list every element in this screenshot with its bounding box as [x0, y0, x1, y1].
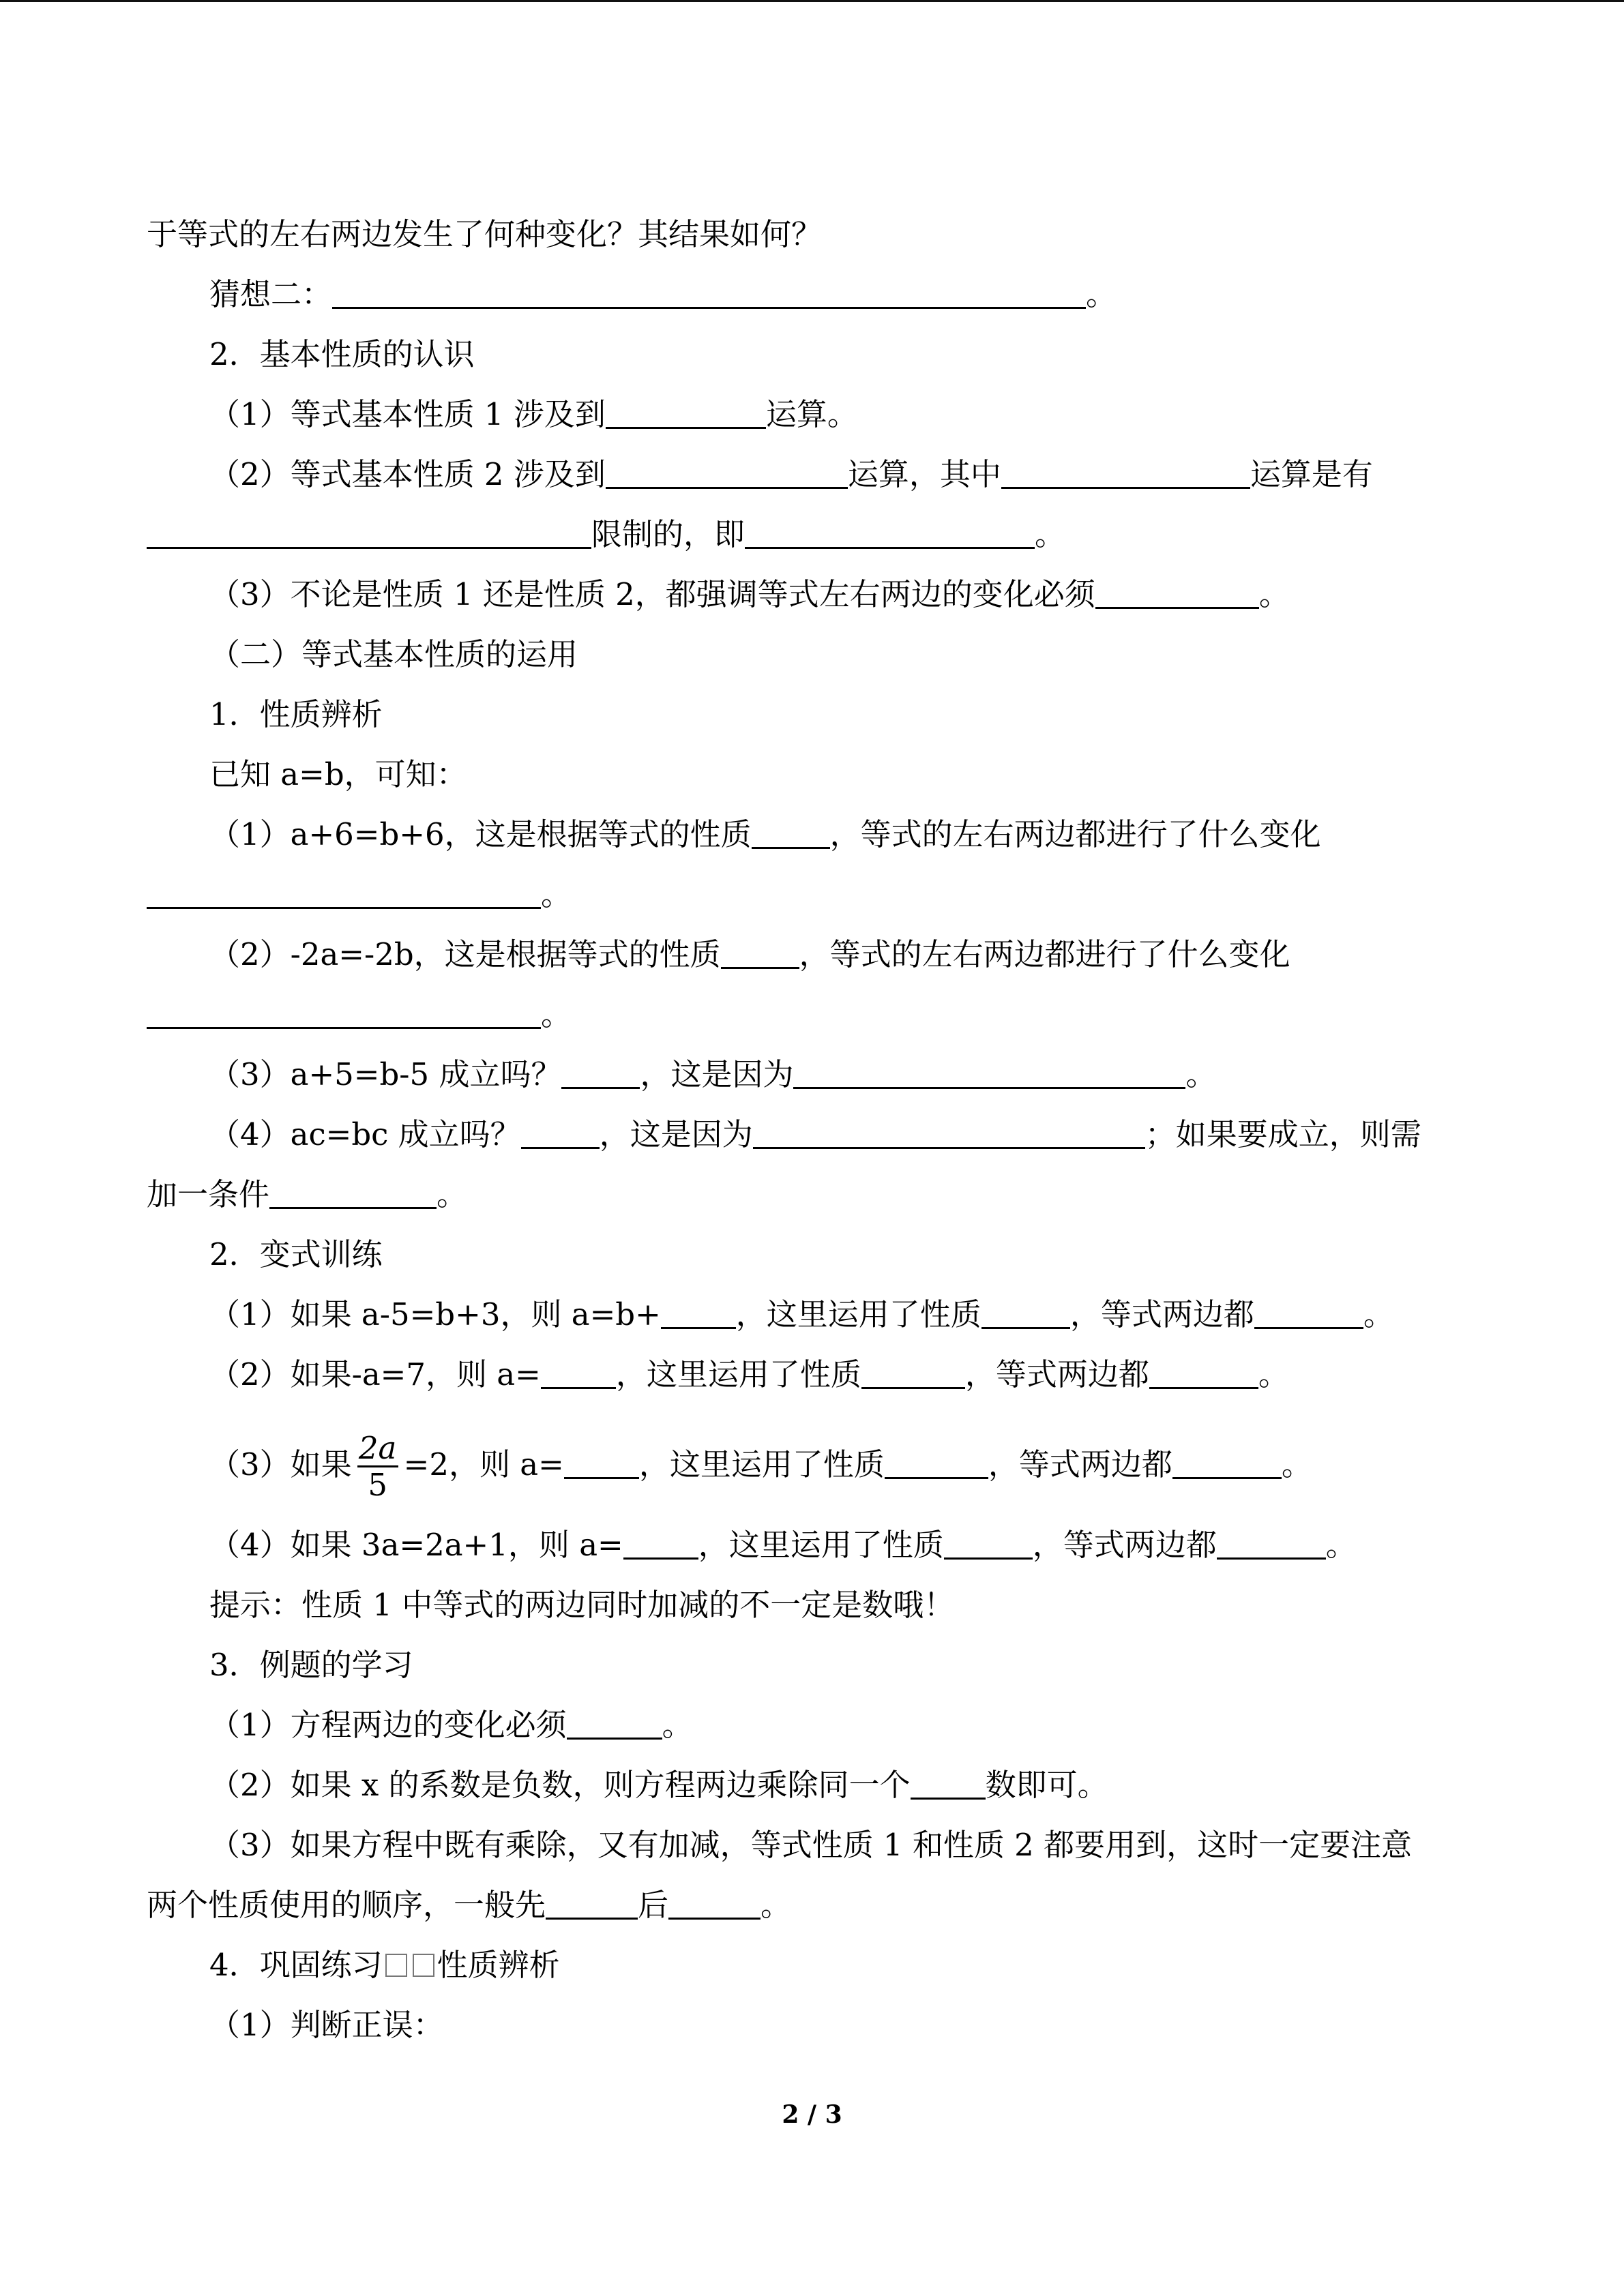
question-line: [147, 1285, 1477, 1345]
text: 限制的，即: [591, 516, 745, 552]
question-line: [147, 1425, 1477, 1504]
text: 于等式的左右两边发生了何种变化？其结果如何？: [147, 216, 823, 252]
text: 猜想二：: [209, 276, 333, 312]
fill-blank[interactable]: [567, 1710, 662, 1740]
question-line: [147, 1695, 1477, 1755]
section-heading: [147, 325, 1477, 385]
fill-blank[interactable]: [668, 1890, 761, 1920]
text: 。: [541, 876, 572, 912]
text: 性质辨析: [437, 1947, 560, 1983]
text: 。: [662, 1707, 693, 1743]
text: （2）如果-a=7，则 a=: [209, 1356, 541, 1392]
text: ，这里运用了性质: [735, 1296, 981, 1332]
text: ，这是因为: [599, 1116, 753, 1152]
text: 1．性质辨析: [209, 696, 383, 732]
fill-blank[interactable]: [885, 1450, 988, 1479]
text-line: [147, 1995, 1477, 2055]
text: 4．巩固练习: [209, 1947, 383, 1983]
fill-blank[interactable]: [147, 1000, 541, 1029]
text: ，等式的左右两边都进行了什么变化: [829, 816, 1321, 852]
question-line: [147, 925, 1477, 985]
text: （3）a+5=b-5 成立吗？: [209, 1056, 562, 1092]
text: （4）ac=bc 成立吗？: [209, 1116, 521, 1152]
text: 加一条件: [147, 1176, 270, 1212]
missing-glyph-box: [413, 1954, 434, 1977]
question-line: [147, 805, 1477, 865]
text: 。: [1258, 576, 1290, 612]
page-number: 2 / 3: [782, 2100, 842, 2129]
question-line: [147, 385, 1477, 445]
text: =2，则 a=: [403, 1446, 564, 1482]
text: （4）如果 3a=2a+1，则 a=: [209, 1527, 623, 1563]
text: ，等式两边都: [1069, 1296, 1254, 1332]
fraction-denominator: 5: [368, 1467, 387, 1503]
question-line: [147, 1105, 1477, 1165]
text: 两个性质使用的顺序，一般先: [147, 1887, 546, 1923]
text: ，等式两边都: [988, 1446, 1172, 1482]
text: 。: [1258, 1356, 1289, 1392]
question-line: [147, 565, 1477, 625]
fill-blank[interactable]: [752, 820, 830, 849]
text: ，等式两边都: [1032, 1527, 1217, 1563]
fill-blank[interactable]: [623, 1530, 698, 1560]
fill-blank[interactable]: [1095, 580, 1259, 609]
fill-blank[interactable]: [564, 1450, 639, 1479]
text: 3．例题的学习: [209, 1647, 413, 1683]
question-line: [147, 445, 1477, 505]
page-content: [147, 205, 1477, 2055]
question-line: [147, 505, 1477, 565]
question-line: [147, 1045, 1477, 1105]
fill-blank[interactable]: [793, 1060, 1185, 1089]
guess-two-line: [147, 265, 1477, 325]
text: 后: [638, 1887, 669, 1923]
fill-blank[interactable]: [753, 1120, 1145, 1149]
fill-blank[interactable]: [861, 1360, 965, 1389]
text: ，等式两边都: [964, 1356, 1149, 1392]
fill-blank[interactable]: [561, 1060, 640, 1089]
text: ；如果要成立，则需: [1145, 1116, 1421, 1152]
question-line: [147, 1875, 1477, 1935]
fill-blank[interactable]: [1001, 460, 1250, 489]
fill-blank[interactable]: [1172, 1450, 1282, 1479]
fraction-numerator: 2a: [357, 1431, 398, 1467]
fill-blank[interactable]: [147, 520, 591, 549]
text: 运算。: [765, 396, 858, 432]
text: 运算是有: [1250, 456, 1373, 492]
text: 已知 a=b，可知：: [209, 756, 467, 792]
text: 。: [1363, 1296, 1394, 1332]
text-line: [147, 745, 1477, 805]
text: （2）等式基本性质 2 涉及到: [209, 456, 606, 492]
fill-blank[interactable]: [269, 1180, 437, 1209]
text: （3）如果: [209, 1446, 352, 1482]
answer-line: [147, 865, 1477, 925]
text-line: [147, 1815, 1477, 1875]
fill-blank[interactable]: [745, 520, 1035, 549]
fill-blank[interactable]: [981, 1300, 1070, 1329]
text: 。: [1185, 1056, 1217, 1092]
fill-blank[interactable]: [546, 1890, 638, 1920]
text: 。: [1325, 1527, 1357, 1563]
text: 。: [541, 996, 572, 1032]
fill-blank[interactable]: [521, 1120, 600, 1149]
section-heading: [147, 685, 1477, 745]
text: 。: [1281, 1446, 1312, 1482]
text: （1）判断正误：: [209, 2007, 444, 2043]
question-line: [147, 1345, 1477, 1405]
fill-blank[interactable]: [606, 460, 848, 489]
text: （3）不论是性质 1 还是性质 2，都强调等式左右两边的变化必须: [209, 576, 1095, 612]
text: （1）如果 a-5=b+3，则 a=b+: [209, 1296, 661, 1332]
text: 2．基本性质的认识: [209, 336, 475, 372]
text: 。: [437, 1176, 468, 1212]
answer-line: [147, 985, 1477, 1045]
fill-blank[interactable]: [1254, 1300, 1363, 1329]
fill-blank[interactable]: [332, 280, 1086, 309]
question-line: [147, 1515, 1477, 1575]
text: 数即可。: [985, 1767, 1108, 1803]
question-line: [147, 1755, 1477, 1815]
section-heading: [147, 625, 1477, 685]
text-line: [147, 205, 1477, 265]
text: ，等式的左右两边都进行了什么变化: [799, 936, 1290, 972]
fill-blank[interactable]: [1149, 1360, 1258, 1389]
fill-blank[interactable]: [606, 400, 766, 429]
text: （1）方程两边的变化必须: [209, 1707, 567, 1743]
text: （1）a+6=b+6，这是根据等式的性质: [209, 816, 752, 852]
section-heading: [147, 1635, 1477, 1695]
text: （2）-2a=-2b，这是根据等式的性质: [209, 936, 721, 972]
fill-blank[interactable]: [721, 940, 799, 969]
text: 提示：性质 1 中等式的两边同时加减的不一定是数哦！: [209, 1587, 955, 1623]
text: ，这里运用了性质: [638, 1446, 885, 1482]
fill-blank[interactable]: [661, 1300, 736, 1329]
text: 。: [761, 1887, 792, 1923]
text: 运算，其中: [847, 456, 1001, 492]
text: ，这里运用了性质: [615, 1356, 861, 1392]
fraction: [357, 1431, 398, 1503]
text: （3）如果方程中既有乘除，又有加减，等式性质 1 和性质 2 都要用到，这时一定要注意: [209, 1827, 1413, 1863]
text: 2．变式训练: [209, 1236, 383, 1272]
text: ，这是因为: [640, 1056, 794, 1092]
text: （2）如果 x 的系数是负数，则方程两边乘除同一个: [209, 1767, 911, 1803]
text: ，这里运用了性质: [698, 1527, 944, 1563]
fill-blank[interactable]: [147, 880, 541, 909]
missing-glyph-box: [385, 1954, 407, 1977]
section-heading: [147, 1935, 1477, 1995]
text: 。: [1035, 516, 1066, 552]
section-heading: [147, 1225, 1477, 1285]
fill-blank[interactable]: [1217, 1530, 1326, 1560]
text: （二）等式基本性质的运用: [209, 636, 578, 672]
text: （1）等式基本性质 1 涉及到: [209, 396, 606, 432]
fill-blank[interactable]: [541, 1360, 616, 1389]
fill-blank[interactable]: [944, 1530, 1033, 1560]
question-line: [147, 1165, 1477, 1225]
hint-line: [147, 1575, 1477, 1635]
fill-blank[interactable]: [911, 1770, 986, 1800]
text: 。: [1086, 276, 1117, 312]
